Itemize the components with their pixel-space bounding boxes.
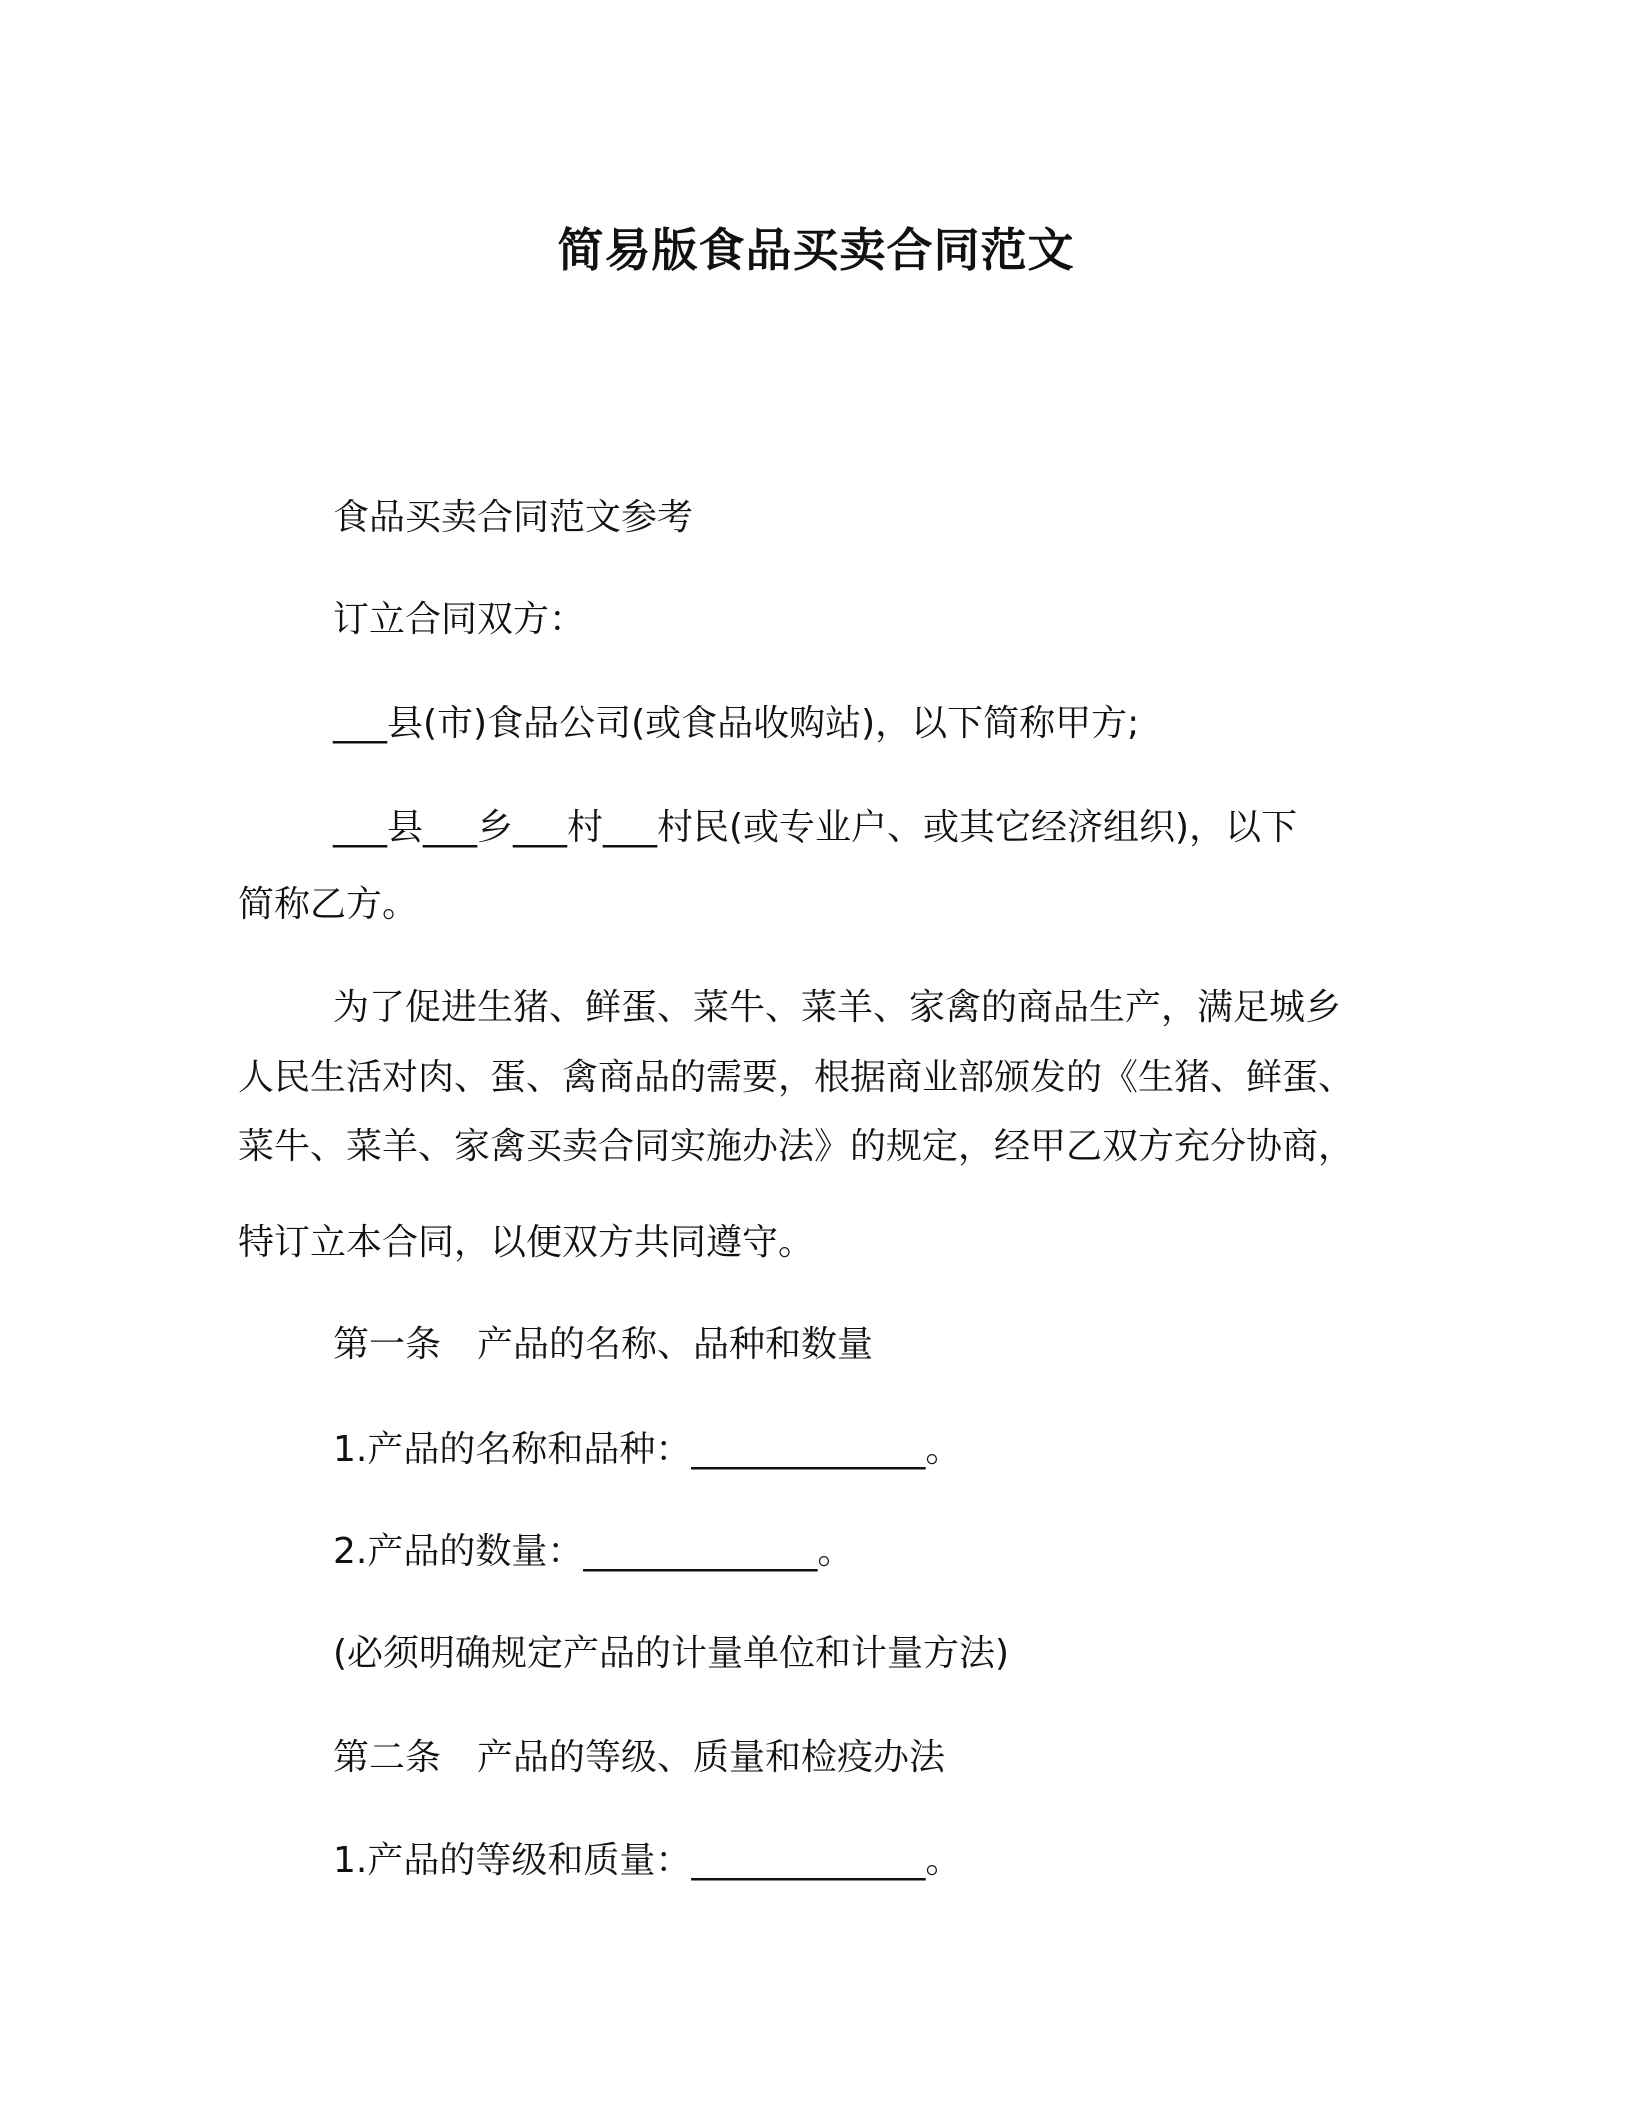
article-two-item-1: 1.产品的等级和质量：_____________。: [333, 1840, 962, 1881]
article-one-note: (必须明确规定产品的计量单位和计量方法): [333, 1633, 1010, 1674]
purpose-paragraph-line-3: 菜牛、菜羊、家禽买卖合同实施办法》的规定，经甲乙双方充分协商，: [238, 1126, 1355, 1167]
parties-heading: 订立合同双方：: [333, 599, 586, 640]
article-two-heading: 第二条 产品的等级、质量和检疫办法: [333, 1737, 946, 1778]
subtitle-line: 食品买卖合同范文参考: [333, 497, 694, 538]
document-title: 简易版食品买卖合同范文: [557, 223, 1075, 277]
party-b-line: ___县___乡___村___村民(或专业户、或其它经济组织)，以下: [333, 807, 1298, 848]
article-one-heading: 第一条 产品的名称、品种和数量: [333, 1324, 874, 1365]
purpose-paragraph-line-4: 特订立本合同，以便双方共同遵守。: [238, 1222, 815, 1263]
purpose-paragraph-line-2: 人民生活对肉、蛋、禽商品的需要，根据商业部颁发的《生猪、鲜蛋、: [238, 1057, 1355, 1098]
article-one-item-1: 1.产品的名称和品种：_____________。: [333, 1429, 962, 1470]
party-b-line-continued: 简称乙方。: [238, 884, 419, 925]
purpose-paragraph-line-1: 为了促进生猪、鲜蛋、菜牛、菜羊、家禽的商品生产，满足城乡: [333, 987, 1342, 1028]
article-one-item-2: 2.产品的数量：_____________。: [333, 1531, 854, 1572]
party-a-line: ___县(市)食品公司(或食品收购站)，以下简称甲方;: [333, 703, 1140, 744]
